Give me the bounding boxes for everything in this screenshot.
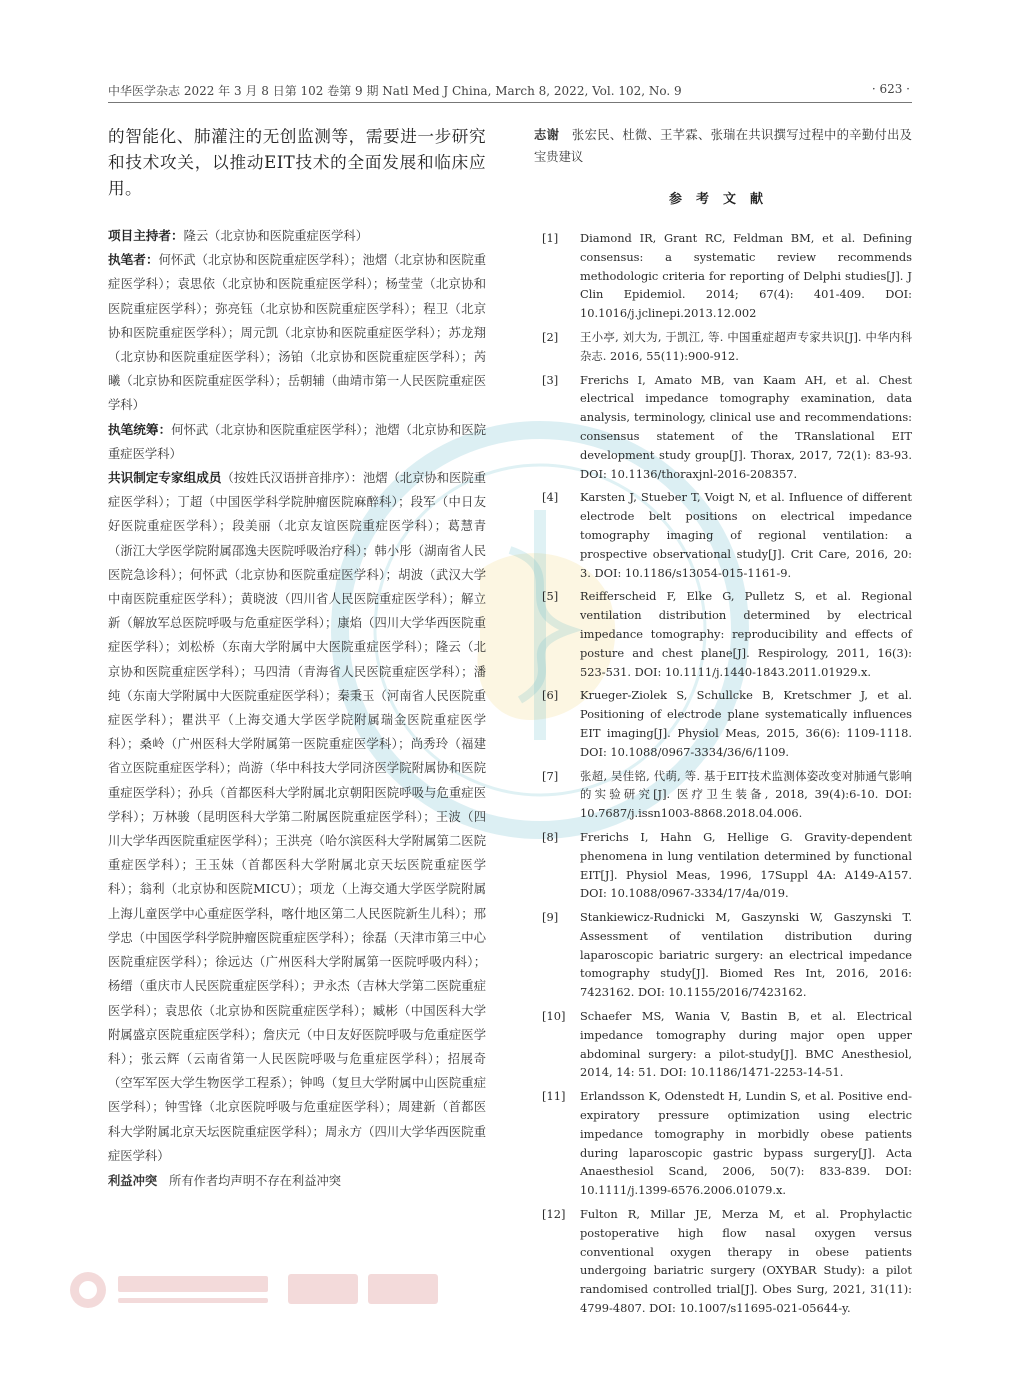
running-header [108, 80, 912, 103]
conclusion-paragraph: 的智能化、肺灌注的无创监测等，需要进一步研究和技术攻关，以推动EIT技术的全面发展和临床应用。 [108, 127, 486, 198]
expert-panel [108, 466, 486, 1168]
reference-text: 王小亭, 刘大为, 于凯江, 等. 中国重症超声专家共识[J]. 中华内科杂志. 2016, 55(11):900-912. [580, 329, 912, 363]
right-column [534, 124, 912, 1323]
left-column [108, 124, 486, 1191]
reference-item [534, 587, 912, 681]
reference-number: [1] [542, 231, 559, 245]
coi-label: 利益冲突 [108, 1173, 158, 1188]
publisher-logo-icon [66, 1266, 466, 1314]
reference-text: 张超, 吴佳铭, 代萌, 等. 基于EIT技术监测体姿改变对肺通气影响的实验研究[J]. 医疗卫生装备, 2018, 39(4):6-10. DOI: 10.7687/j.issn1003-8868.2018.04.006. [580, 768, 912, 821]
reference-item [534, 686, 912, 761]
expert-panel-label: 共识制定专家组成员 [108, 470, 222, 486]
coi-text: 所有作者均声明不存在利益冲突 [168, 1173, 342, 1188]
reference-text: Stankiewicz-Rudnicki M, Gaszynski W, Gaszynski T. Assessment of ventilation distribution during laparoscopic bariatric surgery: an electrical impedance tomography study[J]. Biomed Res Int, 2016, 2016: 7423162. DOI: 10.1155/2016/7423162. [580, 910, 912, 1000]
coordinators-label: 执笔统筹： [108, 421, 172, 437]
reference-item [534, 1205, 912, 1318]
reference-number: [10] [542, 1009, 566, 1024]
reference-item [534, 328, 912, 366]
reference-text: Diamond IR, Grant RC, Feldman BM, et al. Defining consensus: a systematic review recommends methodologic criteria for reporting of Delphi studies[J]. J Clin Epidemiol. 2014; 67(4): 401-409. DOI: 10.1016/j.jclinepi.2013.12.002 [580, 231, 912, 321]
project-leader-label: 项目主持者： [108, 228, 184, 243]
reference-text: Karsten J, Stueber T, Voigt N, et al. Influence of different electrode belt positions on electrical impedance tomography imaging of regional ventilation: a prospective observational study[J]. Crit Care, 2016, 20: 3. DOI: 10.1186/s13054-015-1161-9. [580, 490, 912, 580]
reference-text: Frerichs I, Hahn G, Hellige G. Gravity-dependent phenomena in lung ventilation determined by functional EIT[J]. Physiol Meas, 1996, 17Suppl 4A: A149-A157. DOI: 10.1088/0967-3334/17/4a/019. [580, 829, 912, 901]
journal-citation: 中华医学杂志 2022 年 3 月 8 日第 102 卷第 9 期 Natl Med J China, March 8, 2022, Vol. 102, No. 9 [108, 84, 682, 98]
acknowledgement [534, 124, 912, 168]
reference-text: Schaefer MS, Wania V, Bastin B, et al. Electrical impedance tomography during major open upper abdominal surgery: a pilot-study[J]. BMC Anesthesiol, 2014, 14: 51. DOI: 10.1186/1471-2253-14-51. [580, 1009, 912, 1080]
reference-number: [2] [542, 329, 559, 344]
reference-item [534, 908, 912, 1002]
reference-item [534, 828, 912, 903]
reference-text: Fulton R, Millar JE, Merza M, et al. Prophylactic postoperative high flow nasal oxygen versus conventional oxygen therapy in obese patients undergoing bariatric surgery (OXYBAR Study): a pilot randomised controlled trial[J]. Obes Surg, 2021, 31(11): 4799-4807. DOI: 10.1007/s11695-021-05644-y. [580, 1207, 912, 1316]
reference-number: [6] [542, 688, 559, 703]
reference-item [534, 767, 912, 823]
reference-text: Krueger-Ziolek S, Schullcke B, Kretschmer J, et al. Positioning of electrode plane systematically influences EIT imaging[J]. Physiol Meas, 2015, 36(6): 1109-1118. DOI: 10.1088/0967-3334/36/6/1109. [580, 688, 912, 759]
reference-text: Erlandsson K, Odenstedt H, Lundin S, et al. Positive end-expiratory pressure optimization using electric impedance tomography in morbidly obese patients during laparoscopic gastric bypass surgery[J]. Acta Anaesthesiol Scand, 2006, 50(7): 833-839. DOI: 10.1111/j.1399-6576.2006.01079.x. [580, 1089, 912, 1198]
authors-text: 何怀武（北京协和医院重症医学科）；池熠（北京协和医院重症医学科）；袁思依（北京协和医院重症医学科）；杨莹莹（北京协和医院重症医学科）；弥亮钰（北京协和医院重症医学科）；程卫（北京协和医院重症医学科）；周元凯（北京协和医院重症医学科）；苏龙翔（北京协和医院重症医学科）；汤铂（北京协和医院重症医学科）；芮曦（北京协和医院重症医学科）；岳朝辅（曲靖市第一人民医院重症医学科） [108, 253, 486, 413]
expert-panel-text: （按姓氏汉语拼音排序）：池熠（北京协和医院重症医学科）；丁超（中国医学科学院肿瘤医院麻醉科）；段军（中日友好医院重症医学科）；段美丽（北京友谊医院重症医学科）；葛慧青（浙江大学医学院附属邵逸夫医院呼吸治疗科）；韩小彤（湖南省人民医院急诊科）；何怀武（北京协和医院重症医学科）；胡波（武汉大学中南医院重症医学科）；黄晓波（四川省人民医院重症医学科）；解立新（解放军总医院呼吸与危重症医学科）；康焰（四川大学华西医院重症医学科）；刘松桥（东南大学附属中大医院重症医学科）；隆云（北京协和医院重症医学科）；马四清（青海省人民医院重症医学科）；潘纯（东南大学附属中大医院重症医学科）；秦秉玉（河南省人民医院重症医学科）；瞿洪平（上海交通大学医学院附属瑞金医院重症医学科）；桑岭（广州医科大学附属第一医院重症医学科）；尚秀玲（福建省立医院重症医学科）；尚游（华中科技大学同济医学院附属协和医院重症医学科）；孙兵（首都医科大学附属北京朝阳医院呼吸与危重症医学科）；万林骏（昆明医科大学第二附属医院重症医学科）；王波（四川大学华西医院重症医学科）；王洪亮（哈尔滨医科大学附属第二医院重症医学科）；王玉妹（首都医科大学附属北京天坛医院重症医学科）；翁利（北京协和医院MICU）；项龙（上海交通大学医学院附属上海儿童医学中心重症医学科，喀什地区第二人民医院新生儿科）；邢学忠（中国医学科学院肿瘤医院重症医学科）；徐磊（天津市第三中心医院重症医学科）；徐远达（广州医科大学附属第一医院呼吸内科）；杨缙（重庆市人民医院重症医学科）；尹永杰（吉林大学第二医院重症医学科）；袁思依（北京协和医院重症医学科）；臧彬（中国医科大学附属盛京医院重症医学科）；詹庆元（中日友好医院呼吸与危重症医学科）；张云辉（云南省第一人民医院呼吸与危重症医学科）；招展奇（空军军医大学生物医学工程系）；钟鸣（复旦大学附属中山医院重症医学科）；钟雪锋（北京医院呼吸与危重症医学科）；周建新（首都医科大学附属北京天坛医院重症医学科）；周永方（四川大学华西医院重症医学科） [108, 471, 487, 1163]
reference-number: [12] [542, 1207, 566, 1222]
reference-text: Frerichs I, Amato MB, van Kaam AH, et al. Chest electrical impedance tomography examination, data analysis, terminology, clinical use and recommendations: consensus statement of the TRanslational EIT development study group[J]. Thorax, 2017, 72(1): 83-93. DOI: 10.1136/thoraxjnl-2016-208357. [580, 372, 912, 481]
references-title: 参考文献 [668, 192, 777, 207]
reference-number: [4] [542, 490, 559, 505]
reference-list [534, 229, 912, 1318]
ack-text: 张宏民、杜微、王芊霖、张瑞在共识撰写过程中的辛勤付出及宝贵建议 [534, 128, 912, 164]
ack-label: 志谢 [534, 128, 560, 142]
reference-number: [9] [542, 910, 559, 925]
coordinators [108, 418, 486, 466]
page-number: · 623 · [871, 82, 910, 96]
contributors-section [108, 224, 486, 1168]
coordinators-text: 何怀武（北京协和医院重症医学科）；池熠（北京协和医院重症医学科） [108, 422, 486, 461]
reference-number: [5] [542, 589, 559, 604]
reference-item [534, 1087, 912, 1200]
project-leader [108, 224, 486, 248]
reference-number: [8] [542, 829, 559, 844]
reference-number: [3] [542, 372, 559, 387]
project-leader-text: 隆云（北京协和医院重症医学科） [183, 229, 369, 243]
authors-label: 执笔者： [108, 252, 159, 268]
conflict-of-interest [108, 1171, 486, 1191]
reference-item [534, 1007, 912, 1082]
reference-number: [7] [542, 768, 559, 783]
reference-item [534, 229, 912, 323]
reference-number: [11] [542, 1089, 566, 1104]
reference-item [534, 371, 912, 484]
reference-item [534, 488, 912, 582]
authors [108, 248, 486, 417]
reference-text: Reifferscheid F, Elke G, Pulletz S, et al. Regional ventilation distribution determined by electrical impedance tomography: reproducibility and effects of posture and chest plane[J]. Respirology, 2011, 16(3): 523-531. DOI: 10.1111/j.1440-1843.2011.01929.x. [580, 589, 912, 679]
